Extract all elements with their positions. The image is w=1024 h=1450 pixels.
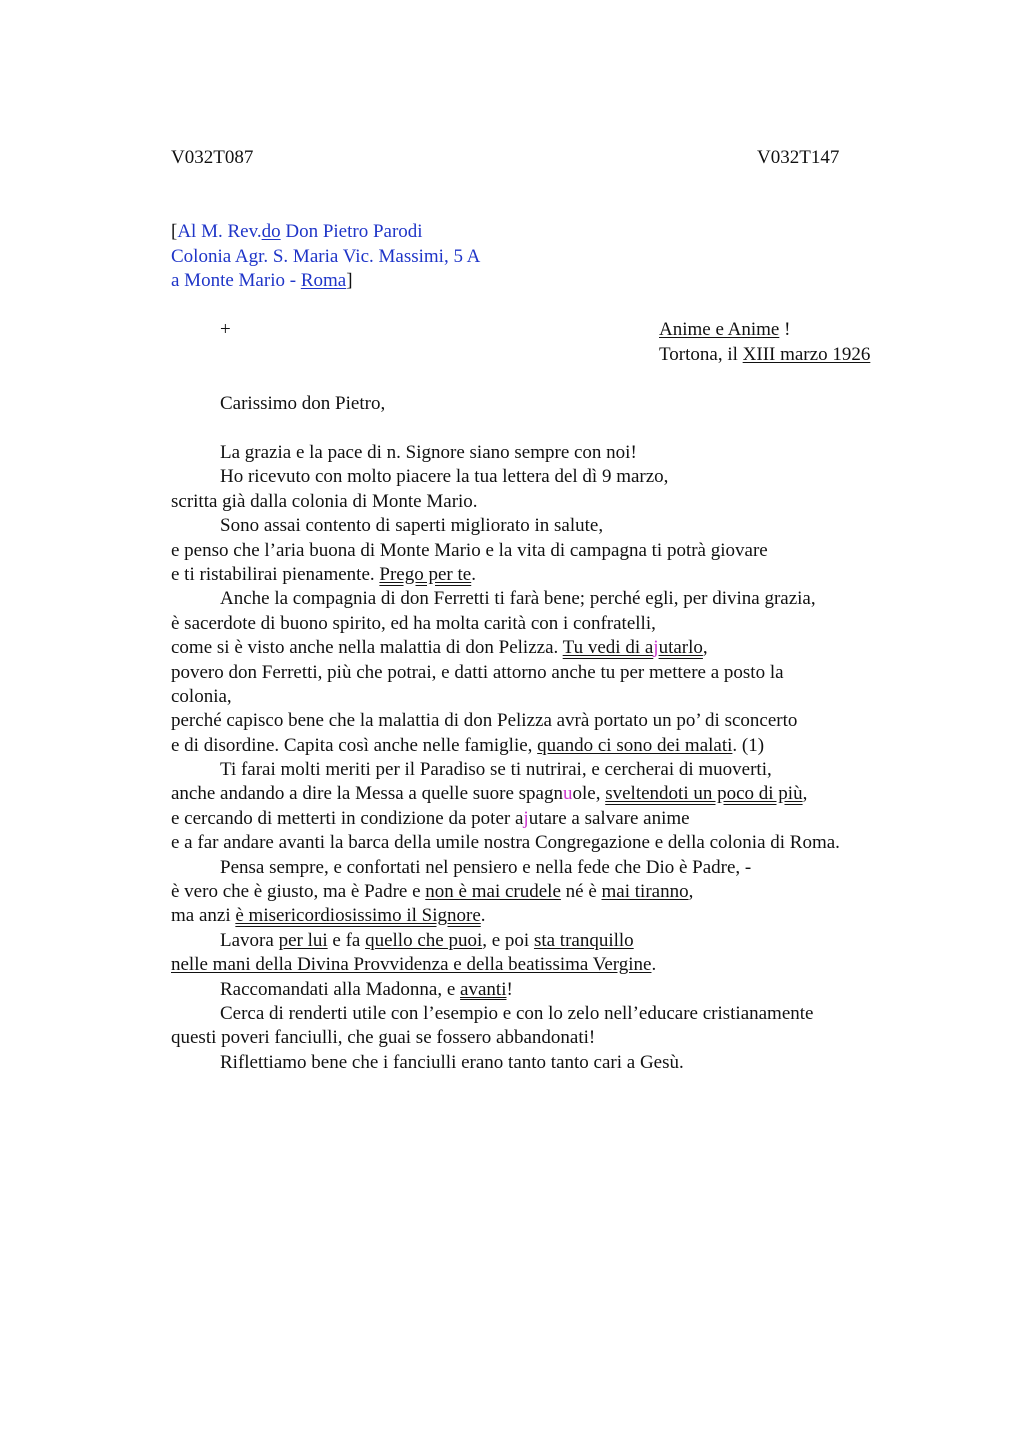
- body-text-segment: anche andando a dire la Messa a quelle suore spagn: [171, 783, 563, 805]
- body-text-segment: e di disordine. Capita così anche nelle famiglie,: [171, 734, 538, 756]
- body-line: Sono assai contento di saperti migliorato in salute,: [220, 515, 604, 537]
- address-line-2: Colonia Agr. S. Maria Vic. Massimi, 5 A: [171, 246, 481, 267]
- body-text-segment: ,: [802, 783, 808, 805]
- body-text-segment: .: [651, 954, 657, 976]
- body-underlined-segment: quello che puoi: [365, 929, 483, 951]
- body-underlined-segment: [563, 637, 703, 658]
- body-line: scritta già dalla colonia di Monte Mario.: [171, 490, 478, 512]
- address-do-superscript: do: [261, 221, 281, 242]
- body-text-segment: Lavora: [220, 929, 279, 951]
- body-line: Ho ricevuto con molto piacere la tua lettera del dì 9 marzo,: [220, 466, 669, 488]
- body-text-segment: utare a salvare anime: [528, 807, 690, 829]
- body-text-segment: .: [471, 563, 476, 585]
- body-line: Riflettiamo bene che i fanciulli erano tanto tanto cari a Gesù.: [220, 1051, 684, 1073]
- body-underlined-segment: avanti: [460, 978, 507, 1000]
- body-line: e a far andare avanti la barca della umile nostra Congregazione e della colonia di Roma.: [171, 832, 840, 854]
- body-underlined-segment: è misericordiosissimo il Signore: [235, 905, 481, 927]
- body-text-segment: . (1): [732, 734, 765, 756]
- motto-text: Anime e Anime: [659, 319, 780, 340]
- body-line: Anche la compagnia di don Ferretti ti farà bene; perché egli, per divina grazia,: [220, 588, 816, 610]
- address-line-3: [171, 270, 671, 292]
- body-underlined-segment: per lui: [278, 929, 328, 951]
- body-line: è sacerdote di buono spirito, ed ha molta carità con i confratelli,: [171, 612, 656, 634]
- body-text-segment: Tu vedi di a: [562, 637, 654, 659]
- body-line: Ti farai molti meriti per il Paradiso se ti nutrirai, e cercherai di muoverti,: [220, 759, 772, 781]
- body-line: [171, 978, 931, 1002]
- body-line: [171, 563, 931, 587]
- body-line: [171, 953, 931, 977]
- letter-body: [171, 441, 931, 1075]
- body-text-segment: ,: [688, 881, 694, 903]
- body-line: [171, 904, 931, 928]
- body-line: [171, 880, 931, 904]
- body-underlined-segment: sveltendoti un poco di più: [605, 783, 803, 805]
- address-recipient-name: Don Pietro Parodi: [280, 221, 423, 242]
- address-line-1: [171, 221, 671, 243]
- body-text-segment: e ti ristabilirai pienamente.: [171, 563, 380, 585]
- salutation: Carissimo don Pietro,: [220, 393, 386, 414]
- body-highlight-letter: u: [563, 783, 573, 805]
- body-text-segment: .: [480, 905, 486, 927]
- body-underlined-segment: mai tiranno: [601, 881, 689, 903]
- cross-symbol: +: [220, 319, 231, 340]
- body-text-segment: e cercando di metterti in condizione da poter a: [171, 807, 524, 829]
- body-line: colonia,: [171, 685, 232, 707]
- motto-suffix: !: [779, 319, 791, 340]
- body-text-segment: né è: [560, 881, 602, 903]
- archive-code-right: V032T147: [757, 147, 840, 168]
- body-text-segment: !: [506, 978, 513, 1000]
- archive-code-left: V032T087: [171, 147, 254, 168]
- body-text-segment: come si è visto anche nella malattia di don Pelizza.: [171, 637, 563, 659]
- body-text-segment: Raccomandati alla Madonna, e: [220, 978, 461, 1000]
- body-text-segment: ma anzi: [171, 905, 236, 927]
- place-prefix: Tortona, il: [659, 344, 743, 365]
- letter-date: XIII marzo 1926: [742, 344, 871, 365]
- motto: [659, 319, 790, 341]
- body-line: Cerca di renderti utile con l’esempio e con lo zelo nell’educare cristianamente: [220, 1002, 814, 1024]
- body-line: perché capisco bene che la malattia di don Pelizza avrà portato un po’ di sconcerto: [171, 710, 798, 732]
- body-line: [171, 807, 931, 831]
- body-line: Pensa sempre, e confortati nel pensiero e nella fede che Dio è Padre, -: [220, 856, 752, 878]
- body-line: questi poveri fanciulli, che guai se fossero abbandonati!: [171, 1027, 596, 1049]
- body-text-segment: utarlo: [658, 637, 703, 659]
- place-date: [659, 344, 870, 366]
- address-recipient-title: Al M. Rev.: [177, 221, 262, 242]
- body-line: [171, 636, 931, 660]
- address-city-prefix: a Monte Mario -: [171, 270, 301, 291]
- body-text-segment: , e poi: [482, 929, 534, 951]
- body-text-segment: ole,: [572, 783, 606, 805]
- body-highlight-letter: j: [653, 637, 659, 659]
- body-underlined-segment: quando ci sono dei malati: [537, 734, 733, 756]
- body-underlined-segment: nelle mani della Divina Provvidenza e della beatissima Vergine: [171, 954, 652, 976]
- body-underlined-segment: non è mai crudele: [425, 881, 561, 903]
- body-line: povero don Ferretti, più che potrai, e datti attorno anche tu per mettere a posto la: [171, 661, 784, 683]
- address-open-bracket: [: [171, 221, 178, 242]
- body-highlight-letter: j: [523, 807, 529, 829]
- body-underlined-segment: Prego per te: [379, 563, 472, 585]
- address-close-bracket: ]: [346, 270, 353, 291]
- body-underlined-segment: sta tranquillo: [533, 929, 634, 951]
- body-text-segment: ,: [702, 637, 708, 659]
- body-line: [171, 782, 931, 806]
- body-text-segment: e fa: [327, 929, 366, 951]
- body-line: La grazia e la pace di n. Signore siano sempre con noi!: [220, 442, 637, 463]
- body-line: e penso che l’aria buona di Monte Mario e la vita di campagna ti potrà giovare: [171, 539, 768, 561]
- body-line: [171, 929, 931, 953]
- body-line: [171, 734, 931, 758]
- address-city-roma: Roma: [300, 270, 347, 291]
- body-text-segment: è vero che è giusto, ma è Padre e: [171, 881, 426, 903]
